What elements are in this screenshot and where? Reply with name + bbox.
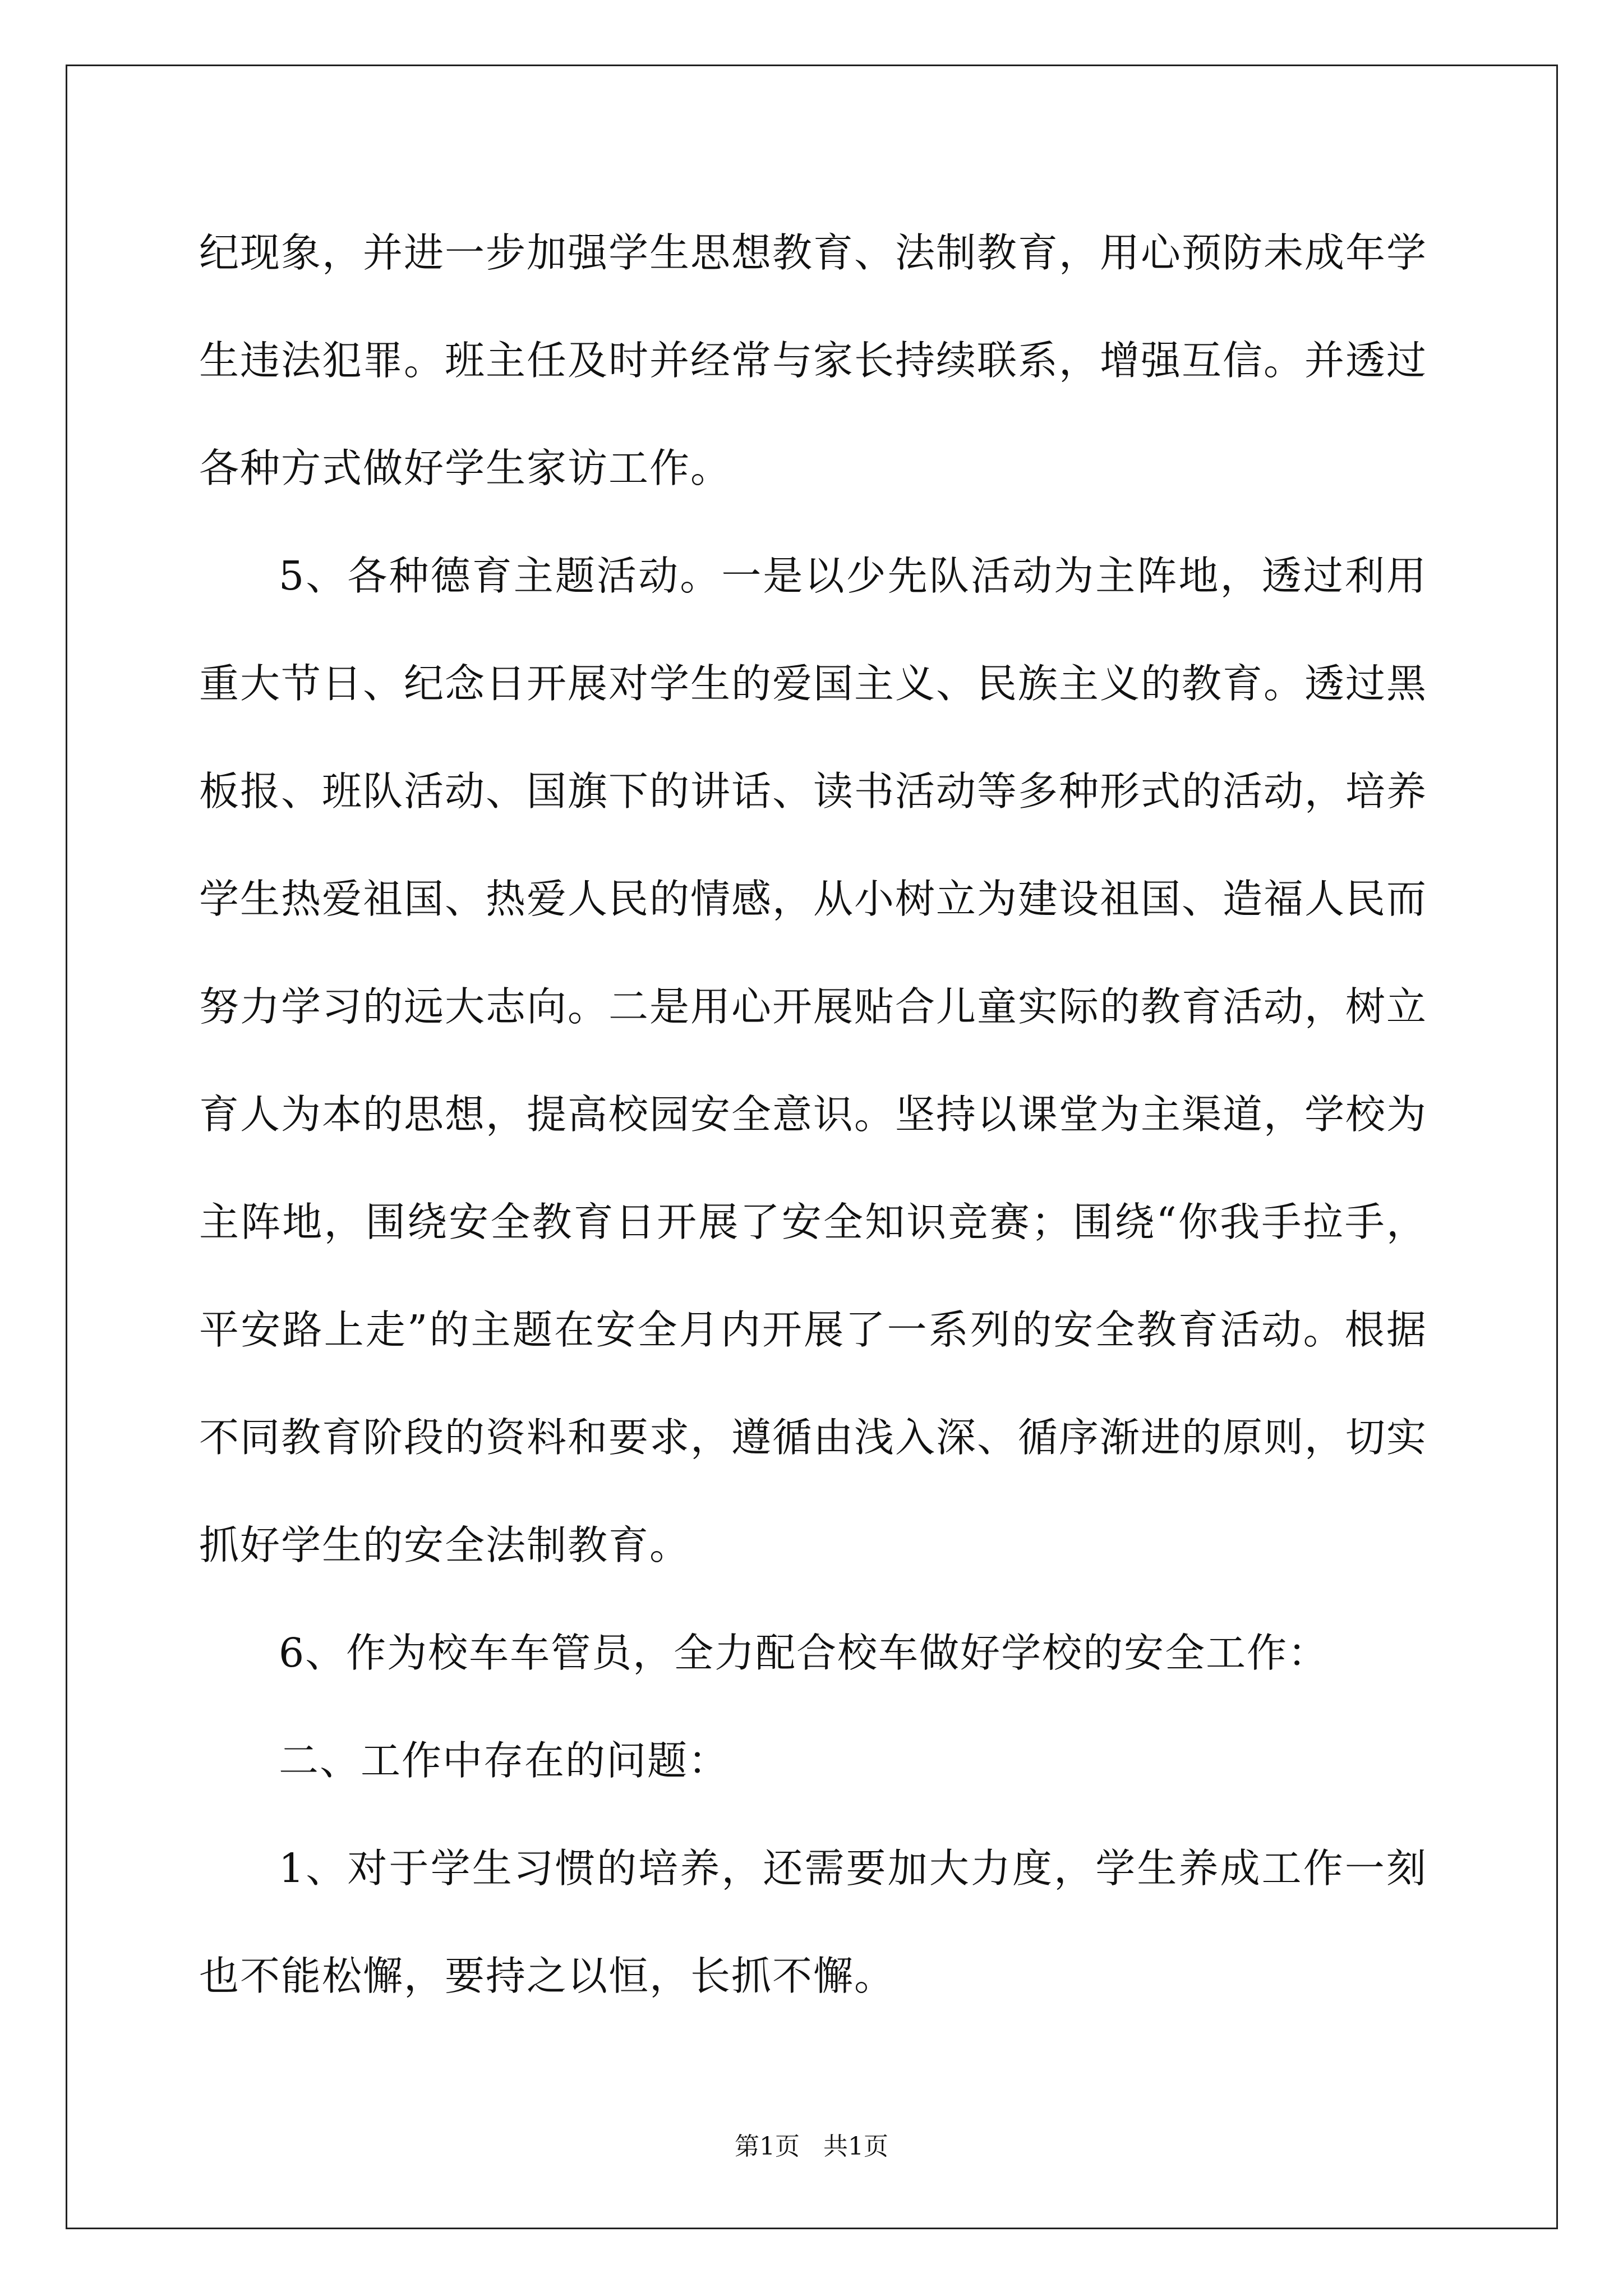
section-heading-problems: 二、工作中存在的问题：: [279, 1737, 730, 1784]
document-body: [199, 199, 1427, 2030]
page-number: 第1页: [735, 2132, 800, 2161]
paragraph-item-6: 6、作为校车车管员，全力配合校车做好学校的安全工作：: [279, 1630, 1329, 1676]
paragraph-continuation: 纪现象，并进一步加强学生思想教育、法制教育，用心预防未成年学生违法犯罪。班主任及时并经常与家长持续联系，增强互信。并透过各种方式做好学生家访工作。: [199, 229, 1428, 491]
paragraph-item-5: 5、各种德育主题活动。一是以少先队活动为主阵地，透过利用重大节日、纪念日开展对学生的爱国主义、民族主义的教育。透过黑板报、班队活动、国旗下的讲话、读书活动等多种形式的活动，培养学生热爱祖国、热爱人民的情感，从小树立为建设祖国、造福人民而努力学习的远大志向。二是用心开展贴合儿童实际的教育活动，树立育人为本的思想，提高校园安全意识。坚持以课堂为主渠道，学校为主阵地，围绕安全教育日开展了安全知识竞赛；围绕“你我手拉手，平安路上走”的主题在安全月内开展了一系列的安全教育活动。根据不同教育阶段的资料和要求，遵循由浅入深、循序渐进的原则，切实抓好学生的安全法制教育。: [199, 553, 1428, 1568]
page-footer: [0, 2126, 1623, 2162]
paragraph-problem-1: 1、对于学生习惯的培养，还需要加大力度，学生养成工作一刻也不能松懈，要持之以恒，长抓不懈。: [199, 1845, 1427, 1999]
page-total: 共1页: [823, 2132, 888, 2161]
